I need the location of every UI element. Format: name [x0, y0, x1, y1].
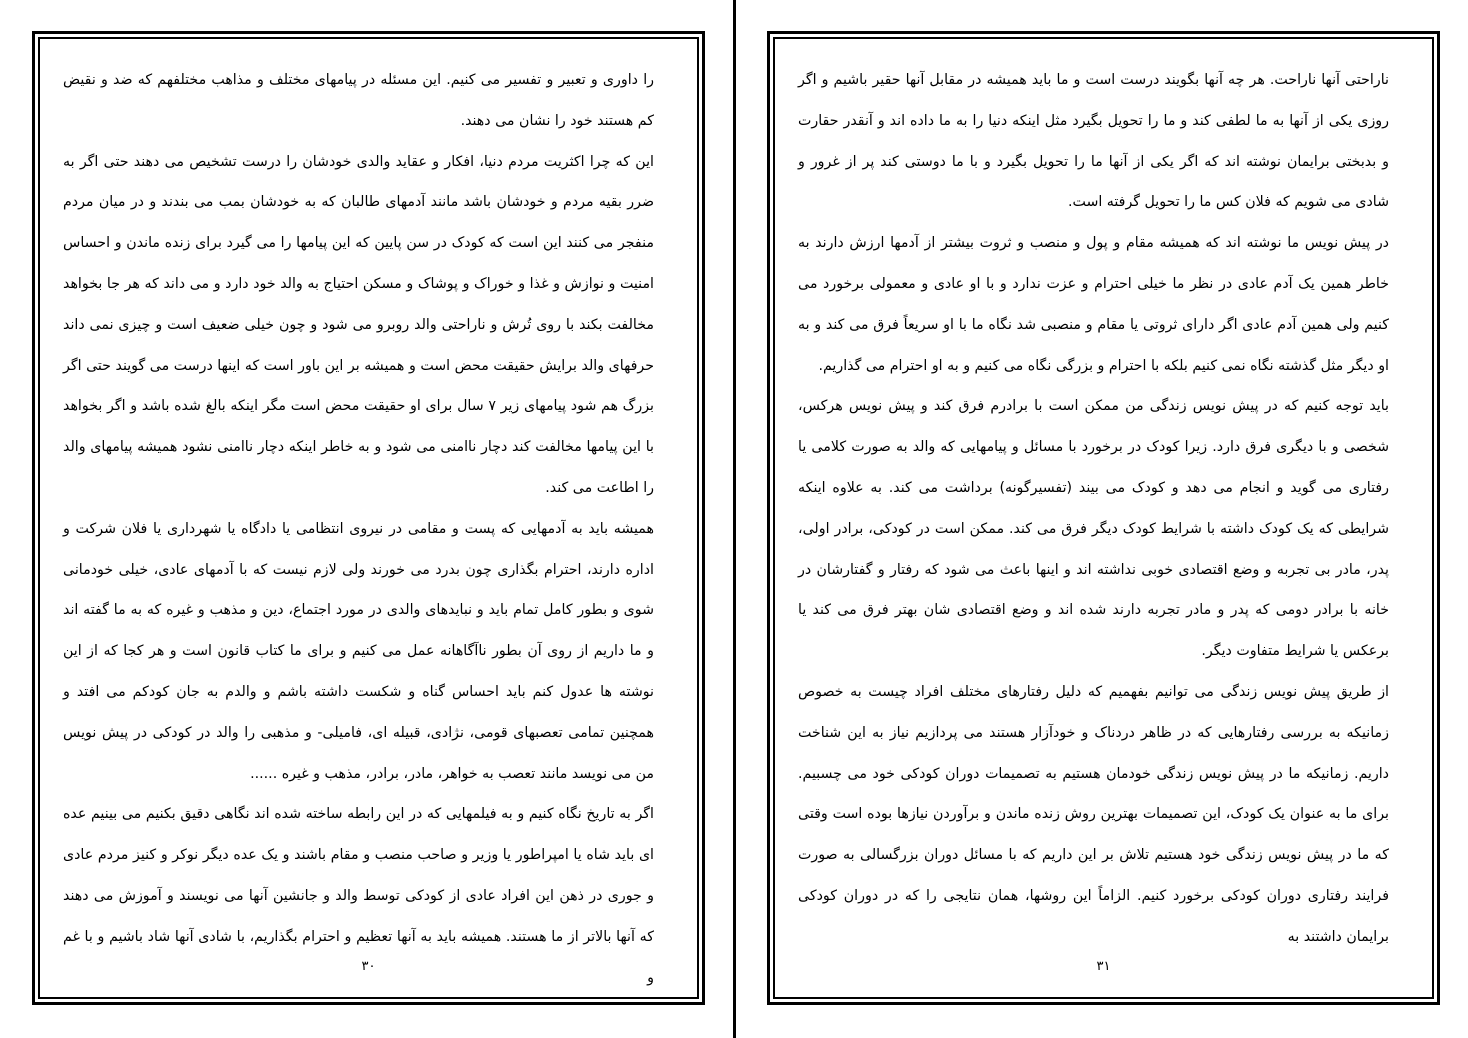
right-page	[767, 31, 1440, 1005]
right-page-text	[798, 60, 1389, 958]
book-spine	[733, 0, 736, 1038]
right-paragraph-2: در پیش نویس ما نوشته اند که همیشه مقام و پول و منصب و ثروت بیشتر از آدمها ارزش دارند به خاطر همین یک آدم عادی در نظر ما خیلی احترام و عزت ندارد و با او عادی و معمولی برخورد می کنیم ولی همین آدم عادی اگر دارای ثروتی یا مقام و منصبی شد نگاه ما با او سریعاً فرق می کند و به او دیگر مثل گذشته نگاه نمی کنیم بلکه با احترام و بزرگی نگاه می کنیم و به او احترام می گذاریم.	[798, 235, 1389, 374]
left-paragraph-1: را داوری و تعبیر و تفسیر می کنیم. این مسئله در پیامهای مختلف و مذاهب مختلفهم که ضد و نقیض کم هستند خود را نشان می دهند.	[63, 72, 654, 129]
right-paragraph-1: ناراحتی آنها ناراحت. هر چه آنها بگویند درست است و ما باید همیشه در مقابل آنها حقیر باشیم و اگر روزی یکی از آنها به ما لطفی کند و ما را تحویل بگیرد مثل اینکه دنیا را به ما داده اند و آنقدر حقارت و بدبختی برایمان نوشته اند که اگر یکی از آنها ما را تحویل بگیرد و با ما دوستی کند پر از غرور و شادی می شویم که فلان کس ما را تحویل گرفته است.	[798, 72, 1389, 211]
right-paragraph-4: از طریق پیش نویس زندگی می توانیم بفهمیم که دلیل رفتارهای مختلف افراد چیست به خصوص زمانیکه به بررسی رفتارهایی که در ظاهر دردناک و خودآزار هستند می پردازیم نیاز به این شناخت داریم. زمانیکه ما در پیش نویس زندگی خودمان هستیم به تصمیمات دوران کودکی خود می چسبیم. برای ما به عنوان یک کودک، این تصمیمات بهترین روش زنده ماندن و برآوردن نیازها بوده است وقتی که ما در پیش نویس زندگی خود هستیم تلاش بر این داریم که با مسائل دوران بزرگسالی به صورت فرایند رفتاری دوران کودکی برخورد کنیم. الزاماً این روشها، همان نتایجی را که در دوران کودکی برایمان داشتند به	[798, 683, 1389, 945]
left-page-text	[63, 60, 654, 998]
left-page-number: ۳۰	[361, 959, 376, 974]
left-paragraph-4: اگر به تاریخ نگاه کنیم و به فیلمهایی که در این رابطه ساخته شده اند نگاهی دقیق بکنیم می بینیم عده ای باید شاه یا امپراطور یا وزیر و صاحب منصب و مقام باشند و یک عده دیگر نوکر و کنیز مردم عادی و جوری در ذهن این افراد عادی از کودکی توسط والد و جانشین آنها می نویسند و آموزش می دهند که آنها بالاتر از ما هستند. همیشه باید به آنها تعظیم و احترام بگذاریم، با شادی آنها شاد باشیم و با غم و	[63, 806, 654, 986]
left-paragraph-3: همیشه باید به آدمهایی که پست و مقامی در نیروی انتظامی یا دادگاه یا شهرداری یا فلان شرکت و اداره دارند، احترام بگذاری چون بدرد می خورند ولی لازم نیست که با آدمهای عادی، خیلی خودمانی شوی و بطور کامل تمام باید و نبایدهای والدی در مورد اجتماع، دین و مذهب و غیره که به ما گفته اند و ما داریم از روی آن بطور ناآگاهانه عمل می کنیم و برای ما کتاب قانون است و هر کجا که از این نوشته ها عدول کنم باید احساس گناه و شکست داشته باشم و والدم به جان کودکم می افتد و همچنین تمامی تعصبهای قومی، نژادی، قبیله ای، فامیلی- و مذهبی را والد در کودکی در پیش نویس من می نویسد مانند تعصب به خواهر، مادر، برادر، مذهب و غیره ......	[63, 520, 654, 782]
left-paragraph-2: این که چرا اکثریت مردم دنیا، افکار و عقاید والدی خودشان را درست تشخیص می دهند حتی اگر به ضرر بقیه مردم و خودشان باشد مانند آدمهای طالبان که به خودشان بمب می بندند و در میان مردم منفجر می کنند این است که کودک در سن پایین که این پیامها را می گیرد برای زنده ماندن و احساس امنیت و نوازش و غذا و خوراک و پوشاک و مسکن احتیاج به والد خود دارد و می داند که هر جا بخواهد مخالفت بکند با روی تُرش و ناراحتی والد روبرو می شود و چون خیلی ضعیف است و چیزی نمی داند حرفهای والد برایش حقیقت محض است و همیشه بر این باور است که اینها درست می گویند حتی اگر بزرگ هم شود پیامهای زیر ۷ سال برای او حقیقت محض است مگر اینکه بالغ شده باشد و اگر بخواهد با این پیامها مخالفت کند دچار ناامنی می شود و به خاطر اینکه دچار ناامنی نشود همیشه پیامهای والد را اطاعت می کند.	[63, 153, 654, 496]
right-page-number: ۳۱	[1096, 959, 1111, 974]
left-page	[32, 31, 705, 1005]
right-paragraph-3: باید توجه کنیم که در پیش نویس زندگی من ممکن است با برادرم فرق کند و پیش نویس هرکس، شخصی و با دیگری فرق دارد. زیرا کودک در برخورد با مسائل و پیامهایی که والد به صورت کلامی یا رفتاری می گوید و انجام می دهد و کودک می بیند (تفسیرگونه) برداشت می کند. به علاوه اینکه شرایطی که یک کودک داشته با شرایط کودک دیگر فرق می کند. ممکن است در کودکی، برادر اولی، پدر، مادر بی تجربه و وضع اقتصادی خوبی نداشته اند و اینها باعث می شود که رفتار و گفتارشان در خانه با برادر دومی که پدر و مادر تجربه دارند شده اند و وضع اقتصادی شان بهتر فرق می کند یا برعکس یا شرایط متفاوت دیگر.	[798, 398, 1389, 660]
